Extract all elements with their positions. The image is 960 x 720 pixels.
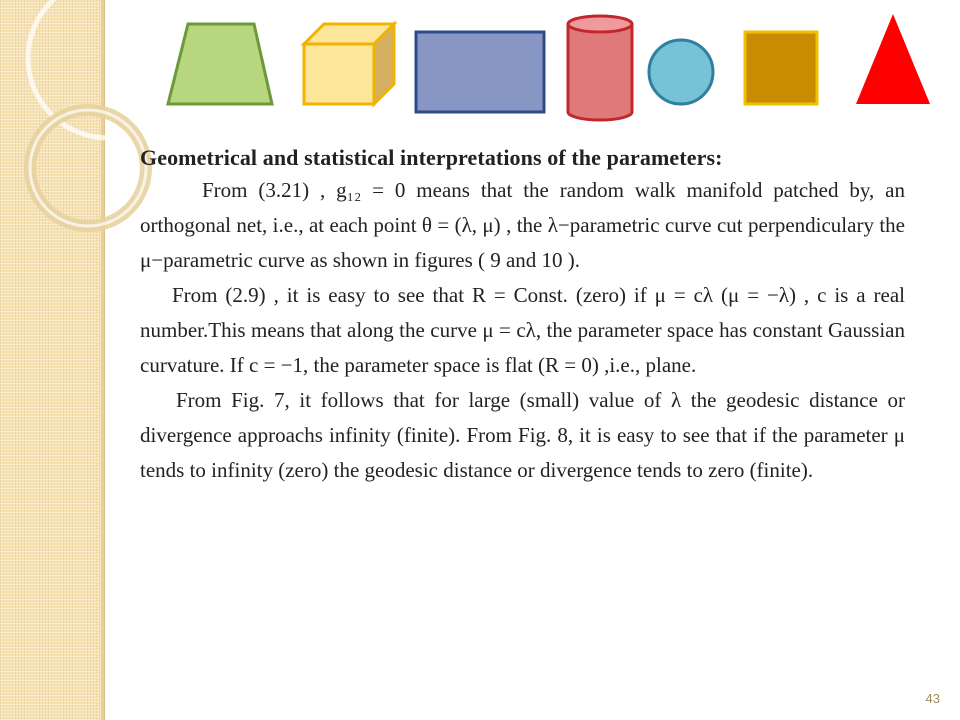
yellow-cube <box>304 24 394 104</box>
shape-strip <box>0 0 960 130</box>
red-triangle <box>856 14 930 104</box>
teal-circle <box>649 40 713 104</box>
page-number: 43 <box>925 691 940 706</box>
green-trapezoid <box>168 24 272 104</box>
red-cylinder <box>568 16 632 120</box>
paragraph-geodesic-distance: From Fig. 7, it follows that for large (small) value of λ the geodesic distance or divergence approachs infinity (finite). From Fig. 8, it is easy to see that if the parameter μ tends to infinity (zero) the geodesic distance or divergence tends to zero (finite). <box>140 388 905 482</box>
paragraph-gaussian-curvature: From (2.9) , it is easy to see that R = Const. (zero) if μ = cλ (μ = −λ) , c is a real number.This means that along the curve μ = cλ, the parameter space has constant Gaussian curvature. If c = −1, the parameter space is flat (R = 0) ,i.e., plane. <box>140 283 905 377</box>
slide-heading: Geometrical and statistical interpretations of the parameters: <box>140 145 723 170</box>
blue-rectangle <box>416 32 544 112</box>
slide-body <box>140 143 905 488</box>
paragraph-orthogonal-net: From (3.21) , g₁₂ = 0 means that the random walk manifold patched by, an orthogonal net, i.e., at each point θ = (λ, μ) , the λ−parametric curve cut perpendiculary the μ−parametric curve as shown in figures ( 9 and 10 ). <box>140 178 905 272</box>
gold-square <box>745 32 817 104</box>
